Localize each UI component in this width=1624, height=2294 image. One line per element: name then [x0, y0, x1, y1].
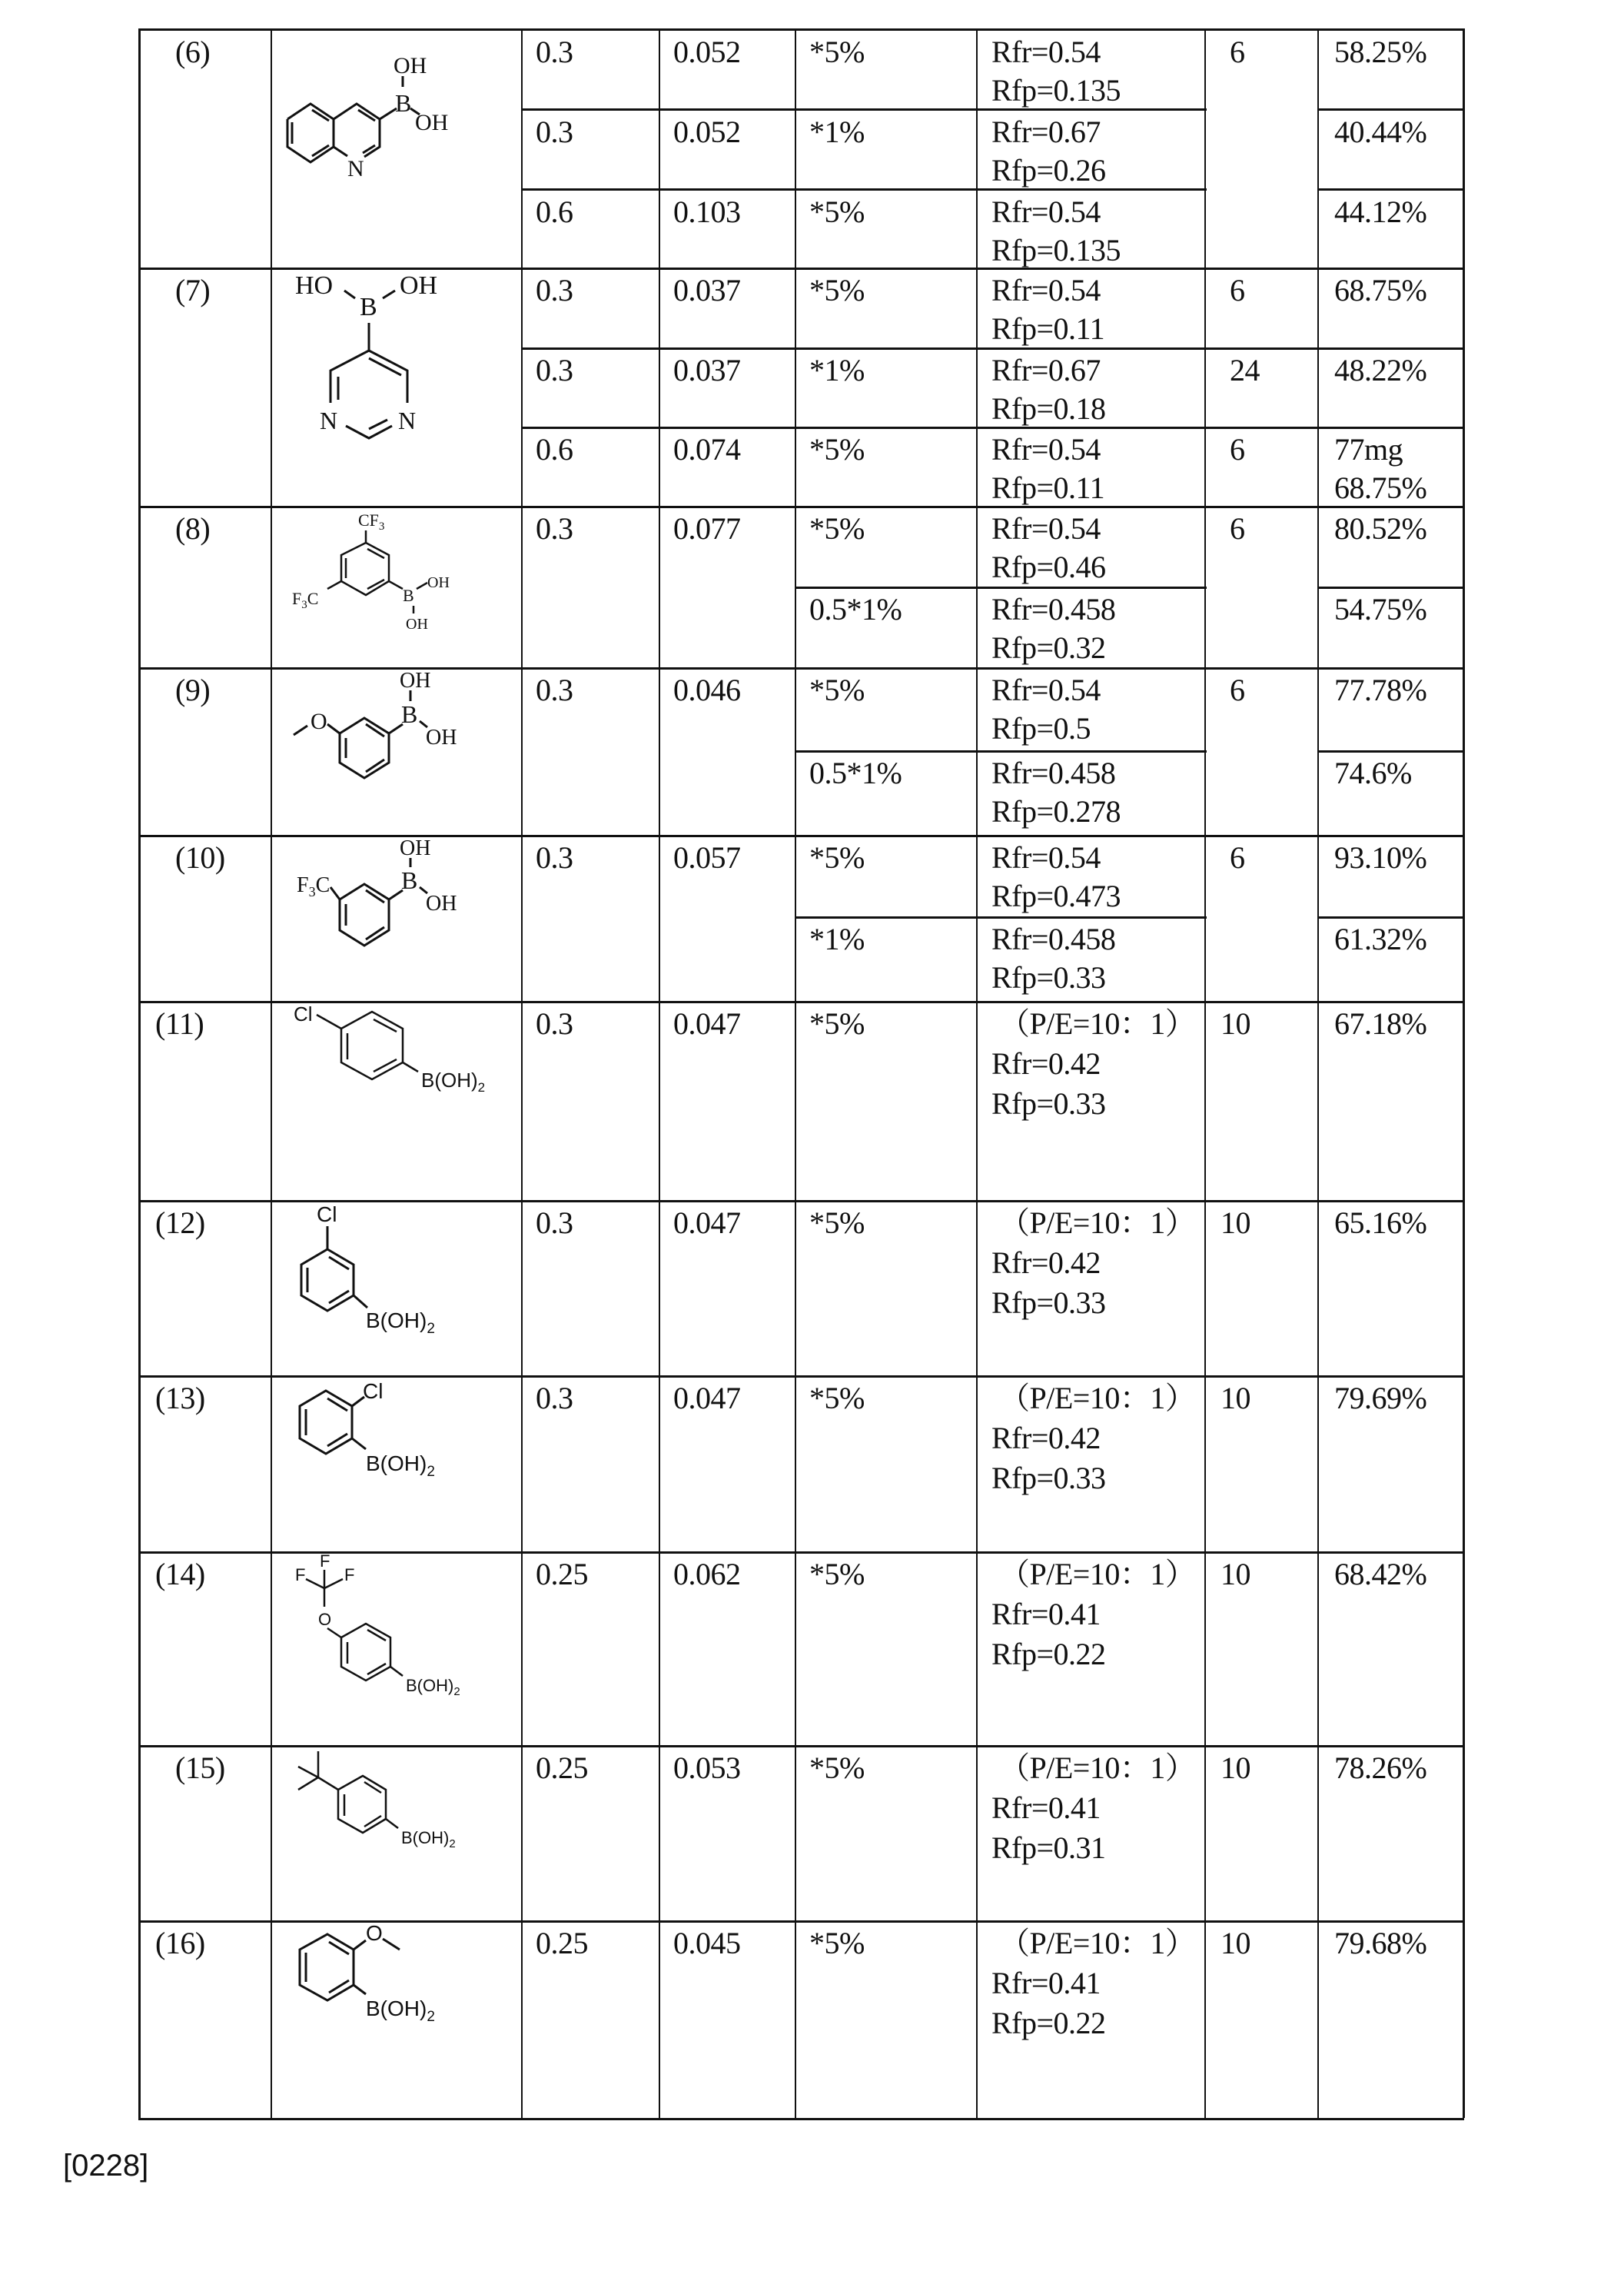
cell-rfp: Rfp=0.46 — [991, 550, 1106, 584]
svg-text:OH: OH — [426, 892, 457, 916]
cell-time: 6 — [1230, 840, 1245, 875]
chemical-structure-quinoline-boronic-acid — [271, 28, 521, 271]
svg-text:F: F — [320, 1551, 330, 1571]
cell-time: 6 — [1230, 673, 1245, 707]
cell-rfr: Rfr=0.54 — [991, 432, 1101, 467]
cell-time: 10 — [1220, 1557, 1250, 1591]
cell-yield: 54.75% — [1334, 592, 1427, 627]
svg-text:B: B — [360, 293, 377, 321]
cell-b: 0.052 — [673, 35, 741, 69]
cell-a: 0.25 — [536, 1926, 588, 1960]
cell-b: 0.103 — [673, 194, 741, 229]
cell-rfp: Rfp=0.22 — [991, 2006, 1106, 2040]
cell-b: 0.045 — [673, 1926, 741, 1960]
cell-b: 0.037 — [673, 273, 741, 308]
cell-yield: 93.10% — [1334, 840, 1427, 875]
compound-id: (7) — [175, 273, 211, 308]
cell-rfp: Rfp=0.31 — [991, 1830, 1106, 1865]
cell-rfp: Rfp=0.18 — [991, 391, 1106, 426]
cell-c: *1% — [809, 115, 865, 149]
compound-id: (15) — [175, 1750, 225, 1785]
cell-rfr: Rfr=0.54 — [991, 673, 1101, 707]
svg-text:B(OH)2: $B(OH)_2$ — [366, 1996, 435, 2025]
cell-yield: 80.52% — [1334, 511, 1427, 546]
cell-rfr: Rfr=0.67 — [991, 353, 1101, 387]
chemical-structure-bis-cf3-phenylboronic-acid — [271, 506, 521, 671]
cell-b: 0.062 — [673, 1557, 741, 1591]
cell-rfp: Rfp=0.278 — [991, 794, 1121, 829]
cell-time: 6 — [1230, 432, 1245, 467]
svg-text:OH: OH — [400, 836, 431, 860]
svg-text:N: N — [398, 407, 417, 434]
cell-rfp: Rfp=0.32 — [991, 630, 1106, 665]
cell-rfr: Rfr=0.41 — [991, 1790, 1101, 1825]
cell-rfp: Rfp=0.135 — [991, 73, 1121, 108]
cell-time: 24 — [1230, 353, 1260, 387]
cell-rfr: Rfr=0.42 — [991, 1421, 1101, 1455]
svg-text:CF3: $CF_3$ — [358, 510, 385, 533]
cell-solvent-ratio: （P/E=10：1） — [999, 1926, 1196, 1960]
svg-text:F: F — [295, 1565, 306, 1584]
chemical-structure-2-chlorophenylboronic-acid — [271, 1375, 521, 1555]
chemical-structure-3-chlorophenylboronic-acid — [271, 1200, 521, 1379]
svg-text:B(OH)2: $B(OH)_2$ — [366, 1451, 435, 1480]
svg-text:B(OH)2: $B(OH)_2$ — [401, 1828, 456, 1850]
cell-c: *5% — [809, 1557, 865, 1591]
cell-b: 0.052 — [673, 115, 741, 149]
cell-c: 0.5*1% — [809, 592, 902, 627]
cell-rfr: Rfr=0.54 — [991, 840, 1101, 875]
cell-a: 0.3 — [536, 115, 573, 149]
svg-text:Cl: Cl — [294, 1002, 313, 1026]
cell-rfr: Rfr=0.54 — [991, 273, 1101, 308]
cell-rfr: Rfr=0.54 — [991, 511, 1101, 546]
cell-time: 10 — [1220, 1750, 1250, 1785]
cell-yield: 68.75% — [1334, 470, 1427, 505]
cell-solvent-ratio: （P/E=10：1） — [999, 1205, 1196, 1240]
cell-a: 0.3 — [536, 353, 573, 387]
cell-yield: 77mg — [1334, 432, 1403, 467]
cell-c: *5% — [809, 1926, 865, 1960]
cell-rfr: Rfr=0.42 — [991, 1046, 1101, 1081]
cell-rfp: Rfp=0.33 — [991, 1461, 1106, 1495]
cell-yield: 67.18% — [1334, 1006, 1427, 1041]
cell-rfp: Rfp=0.135 — [991, 233, 1121, 268]
svg-text:HO: HO — [295, 271, 334, 300]
cell-c: *1% — [809, 922, 865, 956]
cell-solvent-ratio: （P/E=10：1） — [999, 1750, 1196, 1785]
cell-rfp: Rfp=0.473 — [991, 879, 1121, 913]
cell-a: 0.6 — [536, 432, 573, 467]
chemical-structure-pyrimidine-boronic-acid — [271, 268, 521, 510]
compound-id: (12) — [155, 1205, 205, 1240]
cell-time: 10 — [1220, 1381, 1250, 1415]
svg-text:OH: OH — [415, 110, 449, 135]
svg-text:B: B — [395, 89, 412, 117]
cell-a: 0.25 — [536, 1750, 588, 1785]
svg-text:N: N — [347, 156, 364, 181]
cell-c: *5% — [809, 1750, 865, 1785]
cell-rfr: Rfr=0.458 — [991, 756, 1116, 790]
cell-c: *5% — [809, 194, 865, 229]
cell-c: *5% — [809, 840, 865, 875]
cell-solvent-ratio: （P/E=10：1） — [999, 1381, 1196, 1415]
cell-b: 0.053 — [673, 1750, 741, 1785]
cell-yield: 78.26% — [1334, 1750, 1427, 1785]
cell-solvent-ratio: （P/E=10：1） — [999, 1557, 1196, 1591]
cell-b: 0.037 — [673, 353, 741, 387]
paragraph-number: [0228] — [63, 2149, 149, 2183]
cell-yield: 68.75% — [1334, 273, 1427, 308]
cell-rfr: Rfr=0.42 — [991, 1245, 1101, 1280]
svg-text:OH: OH — [406, 616, 428, 633]
compound-id: (14) — [155, 1557, 205, 1591]
cell-a: 0.3 — [536, 1006, 573, 1041]
cell-rfp: Rfp=0.33 — [991, 960, 1106, 995]
cell-c: 0.5*1% — [809, 756, 902, 790]
cell-c: *5% — [809, 1006, 865, 1041]
cell-yield: 79.68% — [1334, 1926, 1427, 1960]
cell-c: *1% — [809, 353, 865, 387]
cell-solvent-ratio: （P/E=10：1） — [999, 1006, 1196, 1041]
chemical-structure-methoxyphenylboronic-acid — [271, 667, 521, 839]
cell-c: *5% — [809, 273, 865, 308]
cell-time: 6 — [1230, 511, 1245, 546]
cell-b: 0.046 — [673, 673, 741, 707]
cell-rfr: Rfr=0.67 — [991, 115, 1101, 149]
compound-id: (11) — [155, 1006, 204, 1041]
compound-id: (16) — [155, 1926, 205, 1960]
cell-rfr: Rfr=0.41 — [991, 1597, 1101, 1631]
svg-text:Cl: Cl — [317, 1202, 337, 1226]
compound-id: (10) — [175, 840, 225, 875]
cell-a: 0.3 — [536, 673, 573, 707]
cell-rfp: Rfp=0.26 — [991, 153, 1106, 188]
svg-text:B: B — [401, 700, 418, 728]
svg-text:B(OH)2: $B(OH)_2$ — [421, 1069, 486, 1095]
svg-text:O: O — [311, 709, 327, 734]
cell-time: 10 — [1220, 1926, 1250, 1960]
cell-rfp: Rfp=0.11 — [991, 311, 1105, 346]
cell-c: *5% — [809, 35, 865, 69]
compound-id: (9) — [175, 673, 211, 707]
cell-c: *5% — [809, 673, 865, 707]
cell-time: 10 — [1220, 1006, 1250, 1041]
svg-text:F3C: $F_3C$ — [292, 589, 319, 611]
compound-id: (13) — [155, 1381, 205, 1415]
cell-rfr: Rfr=0.54 — [991, 35, 1101, 69]
cell-yield: 48.22% — [1334, 353, 1427, 387]
cell-b: 0.047 — [673, 1205, 741, 1240]
cell-rfr: Rfr=0.41 — [991, 1966, 1101, 2000]
chemical-structure-4-chlorophenylboronic-acid — [271, 1001, 521, 1204]
svg-text:B(OH)2: $B(OH)_2$ — [366, 1308, 435, 1337]
chemical-structure-2-methoxyphenylboronic-acid — [271, 1920, 521, 2122]
svg-text:F: F — [344, 1565, 355, 1584]
cell-a: 0.3 — [536, 1381, 573, 1415]
svg-text:N: N — [320, 407, 338, 434]
svg-text:B(OH)2: $B(OH)_2$ — [406, 1676, 460, 1698]
cell-rfp: Rfp=0.33 — [991, 1285, 1106, 1320]
cell-yield: 40.44% — [1334, 115, 1427, 149]
cell-a: 0.6 — [536, 194, 573, 229]
cell-a: 0.25 — [536, 1557, 588, 1591]
compound-id: (6) — [175, 35, 211, 69]
cell-a: 0.3 — [536, 840, 573, 875]
svg-text:OH: OH — [426, 726, 457, 750]
cell-b: 0.074 — [673, 432, 741, 467]
svg-text:F3C: $F_3C$ — [297, 873, 330, 899]
svg-text:B: B — [403, 586, 414, 605]
chemical-structure-cf3-phenylboronic-acid — [271, 835, 521, 1005]
cell-b: 0.047 — [673, 1006, 741, 1041]
svg-text:OH: OH — [427, 574, 450, 591]
cell-time: 6 — [1230, 273, 1245, 308]
cell-time: 6 — [1230, 35, 1245, 69]
svg-text:OH: OH — [400, 669, 431, 693]
chemical-structure-tert-butylphenylboronic-acid — [271, 1745, 521, 1924]
cell-rfr: Rfr=0.54 — [991, 194, 1101, 229]
cell-rfp: Rfp=0.5 — [991, 711, 1091, 746]
cell-time: 10 — [1220, 1205, 1250, 1240]
svg-text:OH: OH — [400, 271, 438, 300]
cell-yield: 79.69% — [1334, 1381, 1427, 1415]
cell-rfp: Rfp=0.33 — [991, 1086, 1106, 1121]
cell-a: 0.3 — [536, 1205, 573, 1240]
cell-b: 0.057 — [673, 840, 741, 875]
cell-yield: 77.78% — [1334, 673, 1427, 707]
cell-a: 0.3 — [536, 511, 573, 546]
cell-rfp: Rfp=0.22 — [991, 1637, 1106, 1671]
cell-c: *5% — [809, 432, 865, 467]
cell-yield: 44.12% — [1334, 194, 1427, 229]
cell-yield: 61.32% — [1334, 922, 1427, 956]
cell-yield: 58.25% — [1334, 35, 1427, 69]
compound-id: (8) — [175, 511, 211, 546]
svg-text:B: B — [401, 866, 418, 894]
svg-text:Cl: Cl — [363, 1379, 384, 1403]
cell-b: 0.047 — [673, 1381, 741, 1415]
svg-text:O: O — [318, 1610, 332, 1629]
svg-text:O: O — [366, 1921, 383, 1945]
cell-a: 0.3 — [536, 273, 573, 308]
cell-yield: 74.6% — [1334, 756, 1412, 790]
cell-rfr: Rfr=0.458 — [991, 592, 1116, 627]
cell-a: 0.3 — [536, 35, 573, 69]
chemical-structure-trifluoromethoxyphenylboronic-acid — [271, 1551, 521, 1749]
cell-rfp: Rfp=0.11 — [991, 470, 1105, 505]
cell-c: *5% — [809, 1205, 865, 1240]
cell-yield: 68.42% — [1334, 1557, 1427, 1591]
cell-c: *5% — [809, 511, 865, 546]
cell-c: *5% — [809, 1381, 865, 1415]
cell-rfr: Rfr=0.458 — [991, 922, 1116, 956]
cell-b: 0.077 — [673, 511, 741, 546]
cell-yield: 65.16% — [1334, 1205, 1427, 1240]
svg-text:OH: OH — [394, 53, 427, 78]
